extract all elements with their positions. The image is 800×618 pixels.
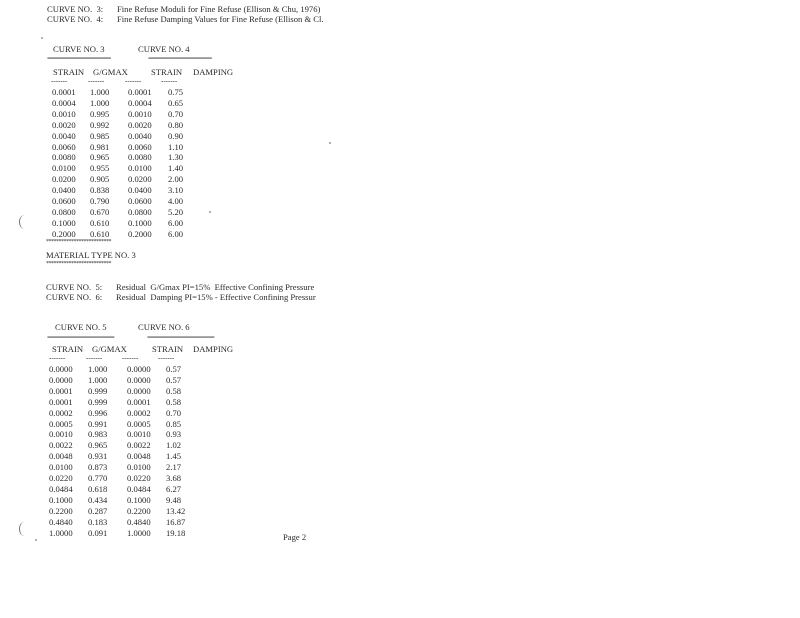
table1-dash-damping: ------- — [161, 77, 178, 85]
table1-left-title: CURVE NO. 3 — [53, 44, 105, 54]
table1-ggmax-column: 1.000 1.000 0.995 0.992 0.985 0.981 0.965 0.955 0.905 0.838 0.790 0.670 0.610 0.610 — [90, 87, 110, 239]
curve5-id: CURVE NO. 5: — [46, 282, 103, 292]
table1-left-rule: ================== — [47, 54, 111, 63]
curve6-description: Residual Damping PI=15% - Effective Confining Pressur — [116, 292, 316, 302]
table2-right-title: CURVE NO. 6 — [138, 322, 190, 332]
table2-dash-strain2: ------- — [122, 354, 139, 362]
curve4-description: Fine Refuse Damping Values for Fine Refuse (Ellison & Cl. — [117, 14, 324, 24]
hole-punch-mark — [19, 215, 30, 229]
table2-damping-column: 0.57 0.57 0.58 0.58 0.70 0.85 0.93 1.02 1.45 2.17 3.68 6.27 9.48 13.42 16.87 19.18 — [166, 364, 186, 538]
table1-strain-column: 0.0001 0.0004 0.0010 0.0020 0.0040 0.0060 0.0080 0.0100 0.0200 0.0400 0.0600 0.0800 0.1000 0.2000 — [52, 87, 76, 239]
table1-header-strain: STRAIN — [53, 67, 85, 77]
table2-left-title: CURVE NO. 5 — [55, 322, 107, 332]
page-number: Page 2 — [283, 532, 307, 542]
curve5-description: Residual G/Gmax PI=15% Effective Confining Pressure — [116, 282, 315, 292]
scan-speck — [41, 37, 43, 39]
table2-header-strain: STRAIN — [52, 344, 84, 354]
table2-dash-damping: ------- — [158, 354, 175, 362]
curve4-id: CURVE NO. 4: — [47, 14, 104, 24]
curve3-description: Fine Refuse Moduli for Fine Refuse (Ellison & Chu, 1976) — [117, 4, 321, 14]
table1-header-damping: DAMPING — [193, 67, 234, 77]
material-type-title: MATERIAL TYPE NO. 3 — [46, 250, 136, 260]
scan-speck — [35, 539, 37, 541]
table1-damping-column: 0.75 0.65 0.70 0.80 0.90 1.10 1.30 1.40 2.00 3.10 4.00 5.20 6.00 6.00 — [168, 87, 184, 239]
table2-ggmax-column: 1.000 1.000 0.999 0.999 0.996 0.991 0.983 0.965 0.931 0.873 0.770 0.618 0.434 0.287 0.183 0.091 — [88, 364, 108, 538]
table1-dash-strain: ------- — [51, 77, 68, 85]
table1-strain2-column: 0.0001 0.0004 0.0010 0.0020 0.0040 0.0060 0.0080 0.0100 0.0200 0.0400 0.0600 0.0800 0.1000 0.2000 — [128, 87, 152, 239]
curve3-id: CURVE NO. 3: — [47, 4, 104, 14]
curve6-id: CURVE NO. 6: — [46, 292, 103, 302]
stars-bottom: ************************** — [46, 261, 111, 267]
table2-left-rule: =================== — [47, 333, 114, 342]
table1-header-ggmax: G/GMAX — [93, 67, 128, 77]
table2-right-rule: =================== — [147, 333, 214, 342]
table1-right-title: CURVE NO. 4 — [138, 44, 190, 54]
table1-header-strain2: STRAIN — [151, 67, 183, 77]
table2-header-ggmax: G/GMAX — [92, 344, 127, 354]
hole-punch-mark — [19, 522, 30, 536]
table2-strain-column: 0.0000 0.0000 0.0001 0.0001 0.0002 0.0005 0.0010 0.0022 0.0048 0.0100 0.0220 0.0484 0.1000 0.2200 0.4840 1.0000 — [49, 364, 73, 538]
table1-dash-ggmax: ------- — [88, 77, 105, 85]
table2-dash-strain: ------- — [49, 354, 66, 362]
table2-dash-ggmax: ------- — [86, 354, 103, 362]
table1-right-rule: ================== — [148, 54, 212, 63]
scan-speck — [209, 211, 211, 213]
table2-header-damping: DAMPING — [193, 344, 234, 354]
stars-top: ************************** — [46, 239, 111, 245]
table2-header-strain2: STRAIN — [152, 344, 184, 354]
scan-speck — [329, 142, 331, 144]
table1-dash-strain2: ------- — [125, 77, 142, 85]
table2-strain2-column: 0.0000 0.0000 0.0000 0.0001 0.0002 0.0005 0.0010 0.0022 0.0048 0.0100 0.0220 0.0484 0.1000 0.2200 0.4840 1.0000 — [127, 364, 151, 538]
